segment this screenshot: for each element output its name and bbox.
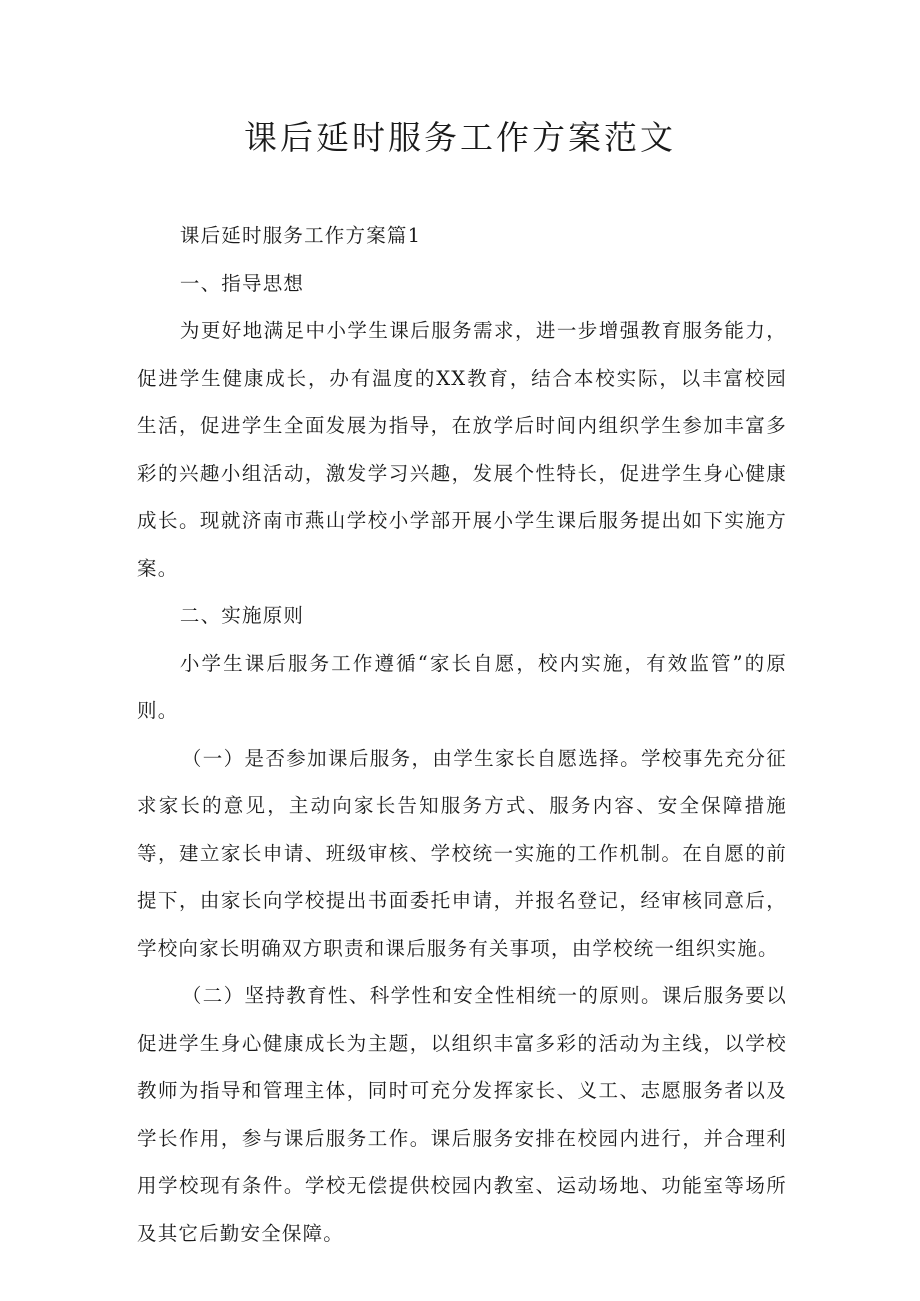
paragraph-principle-1: （一）是否参加课后服务，由学生家长自愿选择。学校事先充分征求家长的意见，主动向家长告知服务方式、服务内容、安全保障措施等，建立家长申请、班级审核、学校统一实施的工作机制。在自愿的前提下，由家长向学校提出书面委托申请，并报名登记，经审核同意后，学校向家长明确双方职责和课后服务有关事项，由学校统一组织实施。 (137, 746, 787, 960)
document-body (137, 212, 787, 1257)
document-title: 课后延时服务工作方案范文 (244, 118, 676, 157)
section-title: 课后延时服务工作方案篇1 (179, 224, 422, 247)
paragraph-guiding-ideology: 为更好地满足中小学生课后服务需求，进一步增强教育服务能力，促进学生健康成长，办有温度的XX教育，结合本校实际，以丰富校园生活，促进学生全面发展为指导，在放学后时间内组织学生参加丰富多彩的兴趣小组活动，激发学习兴趣，发展个性特长，促进学生身心健康成长。现就济南市燕山学校小学部开展小学生课后服务提出如下实施方案。 (137, 319, 787, 580)
heading-guiding-ideology: 一、指导思想 (179, 271, 305, 295)
paragraph-principles-intro: 小学生课后服务工作遵循“家长自愿，校内实施，有效监管”的原则。 (137, 651, 787, 722)
heading-implementation-principles: 二、实施原则 (179, 604, 305, 627)
paragraph-principle-2: （二）坚持教育性、科学性和安全性相统一的原则。课后服务要以促进学生身心健康成长为主题，以组织丰富多彩的活动为主线，以学校教师为指导和管理主体，同时可充分发挥家长、义工、志愿服务者以及学长作用，参与课后服务工作。课后服务安排在校园内进行，并合理利用学校现有条件。学校无偿提供校园内教室、运动场地、功能室等场所及其它后勤安全保障。 (137, 984, 787, 1245)
